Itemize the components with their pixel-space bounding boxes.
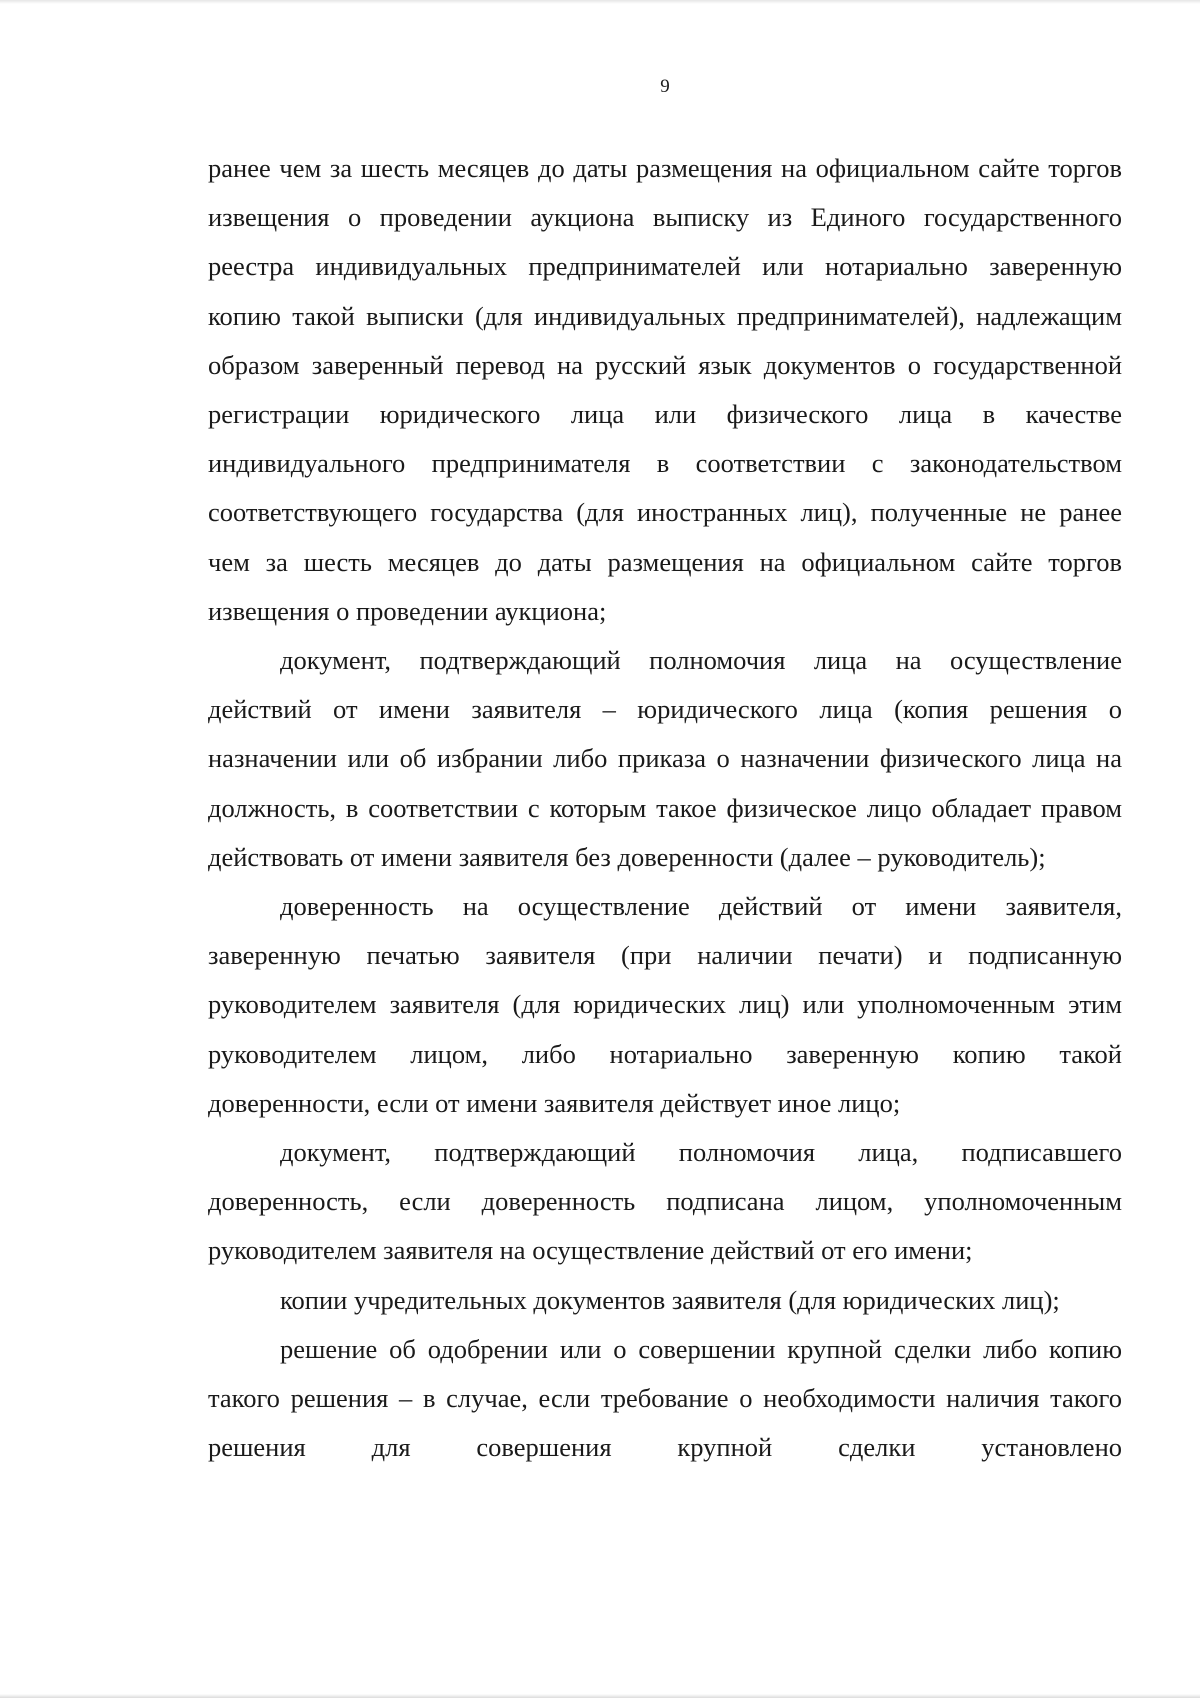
- paragraph-signer-authority: документ, подтверждающий полномочия лица, подписавшего доверенность, если доверенность подписана лицом, уполномоченным руководителем заявителя на осуществление действий от его имени;: [208, 1137, 1122, 1266]
- page-number: 9: [660, 76, 670, 97]
- paragraph-major-transaction: решение об одобрении или о совершении крупной сделки либо копию такого решения – в случае, если требование о необходимости наличия такого решения для совершения крупной сделки установлено: [208, 1333, 1122, 1463]
- scan-edge-bottom: [0, 1694, 1200, 1698]
- scan-edge-top: [0, 0, 1200, 4]
- paragraph-founding-documents: копии учредительных документов заявителя (для юридических лиц);: [280, 1284, 1060, 1315]
- paragraph-continuation: ранее чем за шесть месяцев до даты размещения на официальном сайте торгов извещения о проведении аукциона выписку из Единого государственного реестра индивидуальных предпринимателей или нотариально заверенную копию такой выписки (для индивидуальных предпринимателей), надлежащим образом заверенный перевод на русский язык документов о государственной регистрации юридического лица или физического лица в качестве индивидуального предпринимателя в соответствии с законодательством соответствующего государства (для иностранных лиц), полученные не ранее чем за шесть месяцев до даты размещения на официальном сайте торгов извещения о проведении аукциона;: [208, 153, 1122, 626]
- document-body: [208, 144, 1122, 1472]
- paragraph-power-of-attorney: доверенность на осуществление действий от имени заявителя, заверенную печатью заявителя (при наличии печати) и подписанную руководителем заявителя (для юридических лиц) или уполномоченным этим руководителем лицом, либо нотариально заверенную копию такой доверенности, если от имени заявителя действует иное лицо;: [208, 891, 1122, 1118]
- paragraph-authority-document: документ, подтверждающий полномочия лица на осуществление действий от имени заявителя – юридического лица (копия решения о назначении или об избрании либо приказа о назначении физического лица на должность, в соответствии с которым такое физическое лицо обладает правом действовать от имени заявителя без доверенности (далее – руководитель);: [208, 645, 1122, 872]
